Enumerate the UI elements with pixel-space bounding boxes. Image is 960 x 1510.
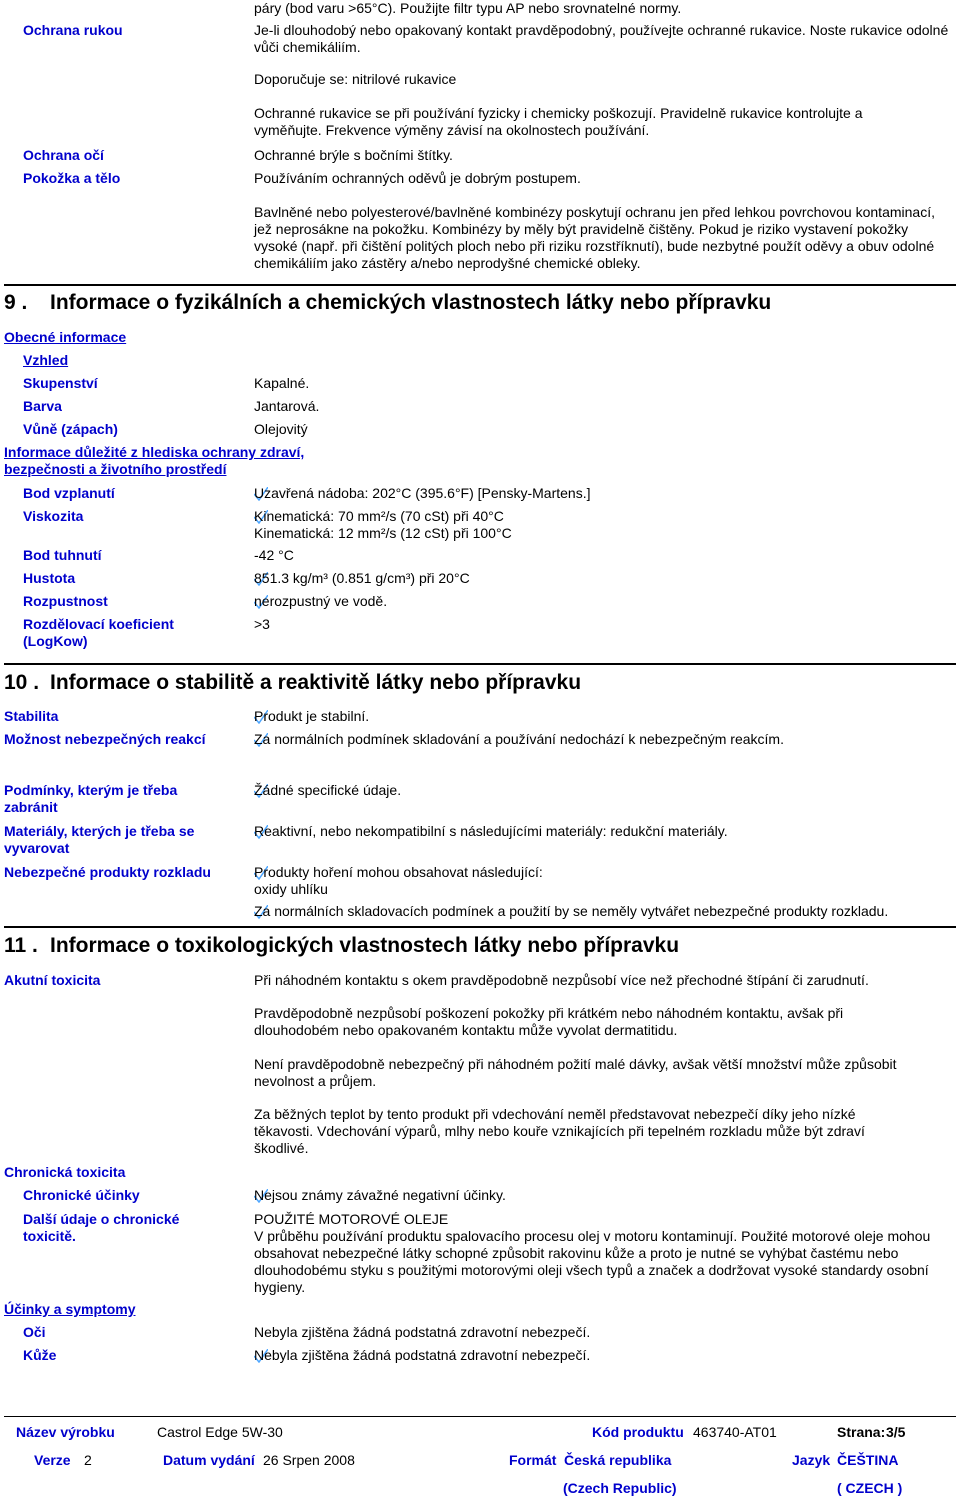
footer-language-sub: ( CZECH ) [837, 1480, 903, 1496]
section-9-heading [4, 291, 771, 315]
acute-toxicity-label: Akutní toxicita [4, 972, 101, 988]
eyes-protection-label: Ochrana očí [23, 147, 104, 163]
materials-to-avoid-value: Reaktivní, nebo nekompatibilní s následujícími materiály: redukční materiály. [254, 823, 728, 839]
footer-format-label: Formát [509, 1452, 557, 1468]
hazardous-reactions-label: Možnost nebezpečných reakcí [4, 731, 206, 747]
conditions-to-avoid-value: Žádné specifické údaje. [254, 782, 402, 798]
hands-label: Ochrana rukou [23, 22, 123, 38]
section-11-heading [4, 934, 679, 958]
section-divider [4, 663, 956, 665]
odor-value: Olejovitý [254, 421, 308, 437]
viscosity-value-40: Kinematická: 70 mm²/s (70 cSt) při 40°C [254, 508, 504, 524]
footer-date-value: 26 Srpen 2008 [263, 1452, 355, 1468]
eyes-label: Oči [23, 1324, 46, 1340]
section-10-title: Informace o stabilitě a reaktivitě látky nebo přípravku [50, 671, 582, 694]
skin-protection-text-1: Používáním ochranných oděvů je dobrým postupem. [254, 170, 581, 186]
appearance-heading: Vzhled [23, 352, 69, 368]
footer-format-sub: (Czech Republic) [563, 1480, 677, 1496]
footer-language-label: Jazyk [792, 1452, 831, 1468]
footer-version-value: 2 [84, 1452, 92, 1468]
footer-date-label: Datum vydání [163, 1452, 255, 1468]
solubility-value: nerozpustný ve vodě. [254, 593, 388, 609]
color-value: Jantarová. [254, 398, 320, 414]
conditions-to-avoid-label: Podmínky, kterým je třeba zabránit [4, 782, 178, 815]
effects-symptoms-heading: Účinky a symptomy [4, 1301, 136, 1317]
partition-coefficient-label: Rozdělovací koeficient (LogKow) [23, 616, 174, 649]
chronic-effects-value: Nejsou známy závažné negativní účinky. [254, 1187, 506, 1203]
skin-label: Kůže [23, 1347, 57, 1363]
section-divider [4, 926, 956, 928]
materials-to-avoid-label: Materiály, kterých je třeba se vyvarovat [4, 823, 195, 856]
pour-point-value: -42 °C [254, 547, 294, 563]
important-info-heading: Informace důležité z hlediska ochrany zdraví, bezpečnosti a životního prostředí [4, 444, 305, 477]
stability-value: Produkt je stabilní. [254, 708, 370, 724]
decomposition-products-value-2: oxidy uhlíku [254, 881, 328, 897]
footer-version-label: Verze [34, 1452, 71, 1468]
decomposition-products-value-3: Za normálních skladovacích podmínek a použití by se neměly vytvářet nebezpečné produkty rozkladu. [254, 903, 889, 919]
section-divider [4, 284, 956, 286]
hands-text-1: Je-li dlouhodobý nebo opakovaný kontakt pravděpodobný, používejte ochranné rukavice. Noste rukavice odolné vůči chemikáliím. [254, 22, 949, 55]
decomposition-products-value-1: Produkty hoření mohou obsahovat následující: [254, 864, 543, 880]
other-chronic-info-label: Další údaje o chronické toxicitě. [23, 1211, 180, 1244]
general-info-heading: Obecné informace [4, 329, 127, 345]
skin-value: Nebyla zjištěna žádná podstatná zdravotní nebezpečí. [254, 1347, 591, 1363]
footer-code-label: Kód produktu [592, 1424, 684, 1440]
section-9-number: 9 . [4, 291, 28, 314]
viscosity-label: Viskozita [23, 508, 84, 524]
used-oils-text: V průběhu používání produktu spalovacího procesu olej v motoru kontaminují. Použité motorové oleje mohou obsahovat nebezpečné látky schopné způsobit rakovinu kůže a proto je nutné se vyhýbat častému nebo dlouhodobému styku s použitými motorovými oleji všech typů a značek a dodržovat vysoké standardy osobní hygieny. [254, 1228, 931, 1295]
footer-page-value: 3/5 [886, 1424, 906, 1440]
hands-text-2: Doporučuje se: nitrilové rukavice [254, 71, 457, 87]
acute-toxicity-eyes: Při náhodném kontaktu s okem pravděpodobně nezpůsobí více než přechodné štípání či zarudnutí. [254, 972, 869, 988]
viscosity-value-100: Kinematická: 12 mm²/s (12 cSt) při 100°C [254, 525, 512, 541]
section-10-number: 10 . [4, 671, 40, 694]
skin-protection-text-2: Bavlněné nebo polyesterové/bavlněné kombinézy poskytují ochranu jen před lehkou povrchovou kontaminací, jež neprosákne na pokožku. Kombinézy by měly být pravidelně čištěny. Pokud je riziko vystavení pokožky vysoké (např. při čištění politých ploch nebo při riziku rozstříknutí), bude nezbytné použít oděvy a obuv odolné chemikáliím jako zástěry a/nebo neprodyšné chemické obleky. [254, 204, 935, 271]
respiratory-text: páry (bod varu >65°C). Použijte filtr typu AP nebo srovnatelné normy. [254, 0, 682, 16]
acute-toxicity-inhalation: Za běžných teplot by tento produkt při vdechování neměl představovat nebezpečí díky jeho nízké těkavosti. Vdechování výparů, mlhy nebo kouře vznikajících při tepelném rozkladu může být zdraví škodlivé. [254, 1106, 865, 1156]
hands-text-3: Ochranné rukavice se při používání fyzicky i chemicky poškozují. Pravidelně rukavice kontrolujte a vyměňujte. Frekvence výměny závisí na okolnostech používání. [254, 105, 863, 138]
partition-coefficient-value: >3 [254, 616, 270, 632]
stability-label: Stabilita [4, 708, 59, 724]
section-11-title: Informace o toxikologických vlastnostech látky nebo přípravku [50, 934, 680, 957]
footer-format-value: Česká republika [564, 1452, 672, 1468]
color-label: Barva [23, 398, 62, 414]
flash-point-label: Bod vzplanutí [23, 485, 115, 501]
solubility-label: Rozpustnost [23, 593, 108, 609]
density-label: Hustota [23, 570, 76, 586]
footer-product-label: Název výrobku [16, 1424, 115, 1440]
flash-point-value: Uzavřená nádoba: 202°C (395.6°F) [Pensky-Martens.] [254, 485, 591, 501]
hazardous-reactions-value: Za normálních podmínek skladování a používání nedochází k nebezpečným reakcím. [254, 731, 784, 747]
eyes-protection-text: Ochranné brýle s bočními štítky. [254, 147, 453, 163]
state-label: Skupenství [23, 375, 98, 391]
state-value: Kapalné. [254, 375, 310, 391]
skin-protection-label: Pokožka a tělo [23, 170, 121, 186]
footer-code-value: 463740-AT01 [693, 1424, 777, 1440]
used-oils-heading: POUŽITÉ MOTOROVÉ OLEJE [254, 1211, 449, 1227]
section-10-heading [4, 671, 581, 695]
acute-toxicity-skin: Pravděpodobně nezpůsobí poškození pokožky při krátkém nebo náhodném kontaktu, avšak při dlouhodobém nebo opakovaném kontaktu může vyvolat dermatitidu. [254, 1005, 844, 1038]
footer-page-label: Strana: [837, 1424, 886, 1440]
footer-product-value: Castrol Edge 5W-30 [157, 1424, 283, 1440]
chronic-effects-label: Chronické účinky [23, 1187, 140, 1203]
decomposition-products-label: Nebezpečné produkty rozkladu [4, 864, 211, 880]
acute-toxicity-ingestion: Není pravděpodobně nebezpečný při náhodném požití malé dávky, avšak větší množství může způsobit nevolnost a průjem. [254, 1056, 897, 1089]
footer-language-value: ČEŠTINA [837, 1452, 899, 1468]
section-11-number: 11 . [4, 934, 38, 957]
chronic-toxicity-label: Chronická toxicita [4, 1164, 126, 1180]
odor-label: Vůně (zápach) [23, 421, 118, 437]
density-value: 851.3 kg/m³ (0.851 g/cm³) při 20°C [254, 570, 470, 586]
eyes-value: Nebyla zjištěna žádná podstatná zdravotní nebezpečí. [254, 1324, 591, 1340]
pour-point-label: Bod tuhnutí [23, 547, 102, 563]
section-9-title: Informace o fyzikálních a chemických vlastnostech látky nebo přípravku [50, 291, 772, 314]
